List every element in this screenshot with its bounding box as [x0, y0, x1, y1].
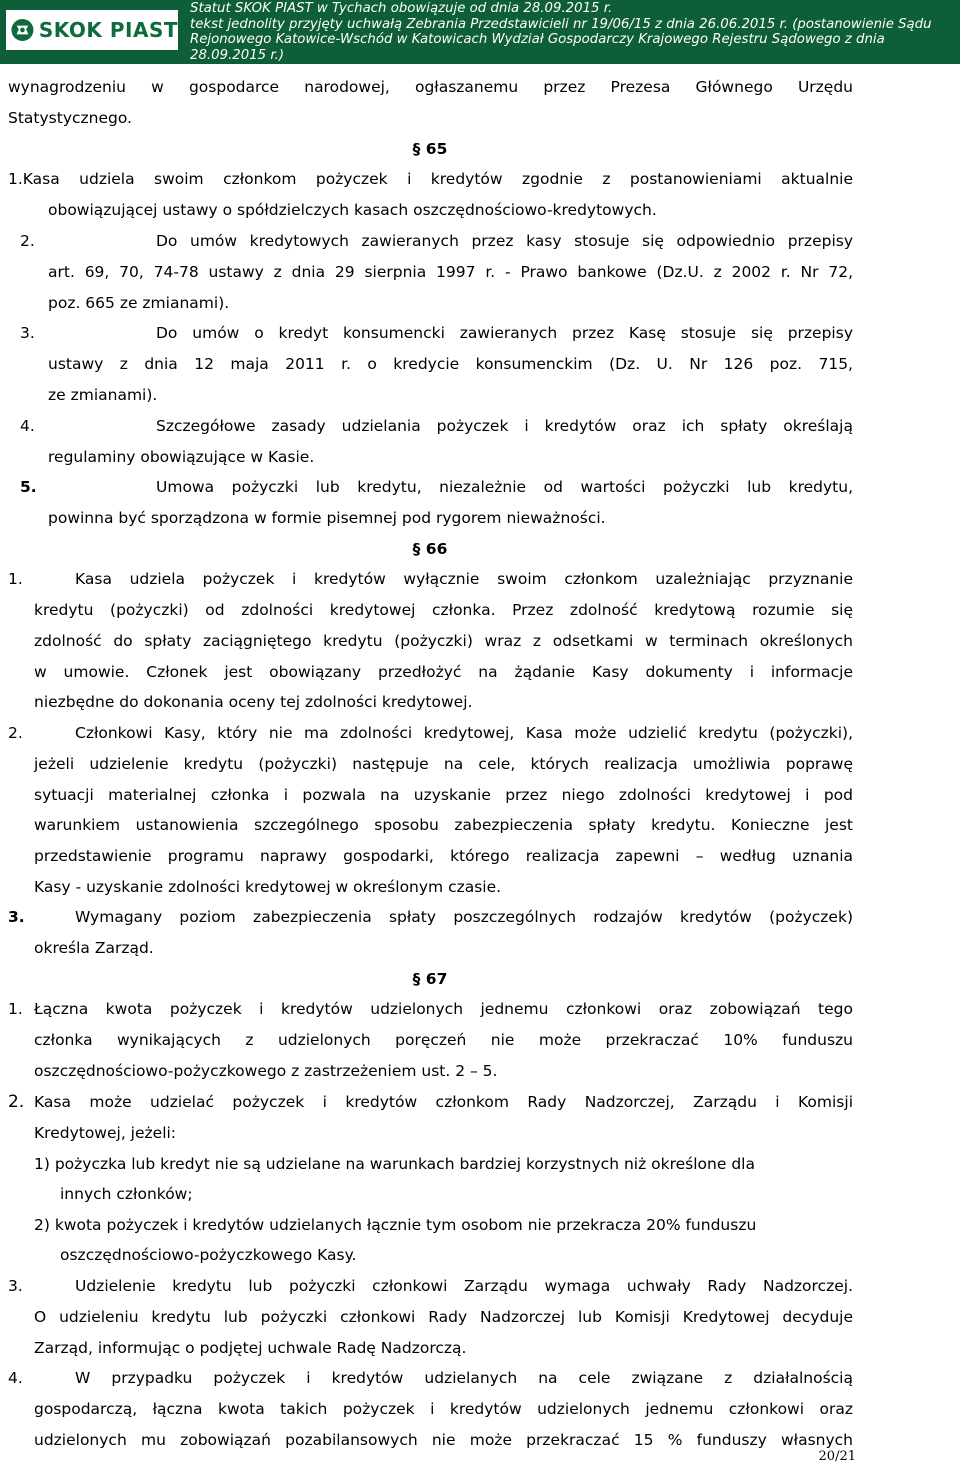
- header-line-4: 28.09.2015 r.): [190, 47, 285, 63]
- document-header: [0, 0, 960, 64]
- page-number: 20/21: [818, 1449, 856, 1464]
- text-line: O udzieleniu kredytu lub pożyczki członkowi Rady Nadzorczej lub Komisji Kredytowej decyduje: [34, 1308, 853, 1326]
- header-line-1: Statut SKOK PIAST w Tychach obowiązuje od dnia 28.09.2015 r.: [190, 1, 613, 16]
- item-number: 2.: [8, 724, 23, 742]
- text-line: Członkowi Kasy, który nie ma zdolności kredytowej, Kasa może udzielić kredytu (pożyczki),: [75, 724, 853, 742]
- piast-emblem-icon: [10, 13, 35, 47]
- text-line: Kredytowej, jeżeli:: [34, 1124, 177, 1142]
- text-line: powinna być sporządzona w formie pisemnej pod rygorem nieważności.: [48, 509, 606, 527]
- text-line: Szczegółowe zasady udzielania pożyczek i kredytów oraz ich spłaty określają: [156, 417, 853, 435]
- text-line: wynagrodzeniu w gospodarce narodowej, ogłaszanemu przez Prezesa Głównego Urzędu: [8, 78, 853, 96]
- text-line: 2) kwota pożyczek i kredytów udzielanych łącznie tym osobom nie przekracza 20% funduszu: [34, 1216, 757, 1234]
- item-number: 1.: [8, 570, 23, 588]
- item-number: 3.: [20, 324, 35, 342]
- item-number: 4.: [20, 417, 35, 435]
- text-line: Do umów kredytowych zawieranych przez kasy stosuje się odpowiednio przepisy: [156, 232, 853, 250]
- text-line: Udzielenie kredytu lub pożyczki członkowi Zarządu wymaga uchwały Rady Nadzorczej.: [75, 1277, 853, 1295]
- item-number: 3.: [8, 1277, 23, 1295]
- item-number: 4.: [8, 1369, 23, 1387]
- header-line-2: tekst jednolity przyjęty uchwałą Zebrania Przedstawicieli nr 19/06/15 z dnia 26.06.2015 r. (postanowienie Sądu: [190, 16, 932, 32]
- text-line: określa Zarząd.: [34, 939, 154, 957]
- item-number: 5.: [20, 478, 37, 496]
- text-line: Kasy - uzyskanie zdolności kredytowej w określonym czasie.: [34, 878, 502, 896]
- text-line: oszczędnościowo-pożyczkowego Kasy.: [60, 1246, 357, 1264]
- text-line: innych członków;: [60, 1185, 193, 1203]
- logo-text: SKOK PIAST: [38, 18, 178, 42]
- text-line: W przypadku pożyczek i kredytów udzielanych na cele związane z działalnością: [75, 1369, 853, 1387]
- text-line: 1.Kasa udziela swoim członkom pożyczek i kredytów zgodnie z postanowieniami aktualnie: [8, 170, 853, 188]
- text-line: kredytu (pożyczki) od zdolności kredytowej członka. Przez zdolność kredytową rozumie się: [34, 601, 853, 619]
- text-line: Łączna kwota pożyczek i kredytów udzielonych jednemu członkowi oraz zobowiązań tego: [34, 1000, 853, 1018]
- text-line: członka wynikających z udzielonych poręczeń nie może przekraczać 10% funduszu: [34, 1031, 853, 1049]
- text-line: warunkiem ustanowienia szczególnego sposobu zabezpieczenia spłaty kredytu. Konieczne jest: [34, 816, 853, 834]
- header-line-3: Rejonowego Katowice-Wschód w Katowicach Wydział Gospodarczy Krajowego Rejestru Sądowego z dnia: [190, 32, 885, 48]
- text-line: Do umów o kredyt konsumencki zawieranych przez Kasę stosuje się przepisy: [156, 324, 853, 342]
- section-heading: § 66: [412, 540, 448, 558]
- text-line: Statystycznego.: [8, 109, 132, 127]
- text-line: sytuacji materialnej członka i pozwala na uzyskanie przez niego zdolności kredytowej i pod: [34, 786, 853, 804]
- section-heading: § 67: [412, 970, 448, 988]
- header-caption: [190, 1, 958, 63]
- item-number: 3.: [8, 908, 25, 926]
- text-line: przedstawienie programu naprawy gospodarki, którego realizacja zapewni – według uznania: [34, 847, 853, 865]
- text-line: Wymagany poziom zabezpieczenia spłaty poszczególnych rodzajów kredytów (pożyczek): [75, 908, 853, 926]
- text-line: obowiązującej ustawy o spółdzielczych kasach oszczędnościowo-kredytowych.: [48, 201, 657, 219]
- text-line: gospodarczą, łączna kwota takich pożyczek i kredytów udzielonych jednemu członkowi oraz: [34, 1400, 853, 1418]
- text-line: Kasa może udzielać pożyczek i kredytów członkom Rady Nadzorczej, Zarządu i Komisji: [34, 1093, 853, 1111]
- item-number: 2.: [20, 232, 35, 250]
- text-line: niezbędne do dokonania oceny tej zdolności kredytowej.: [34, 693, 473, 711]
- text-line: 1) pożyczka lub kredyt nie są udzielane na warunkach bardziej korzystnych niż określone dla: [34, 1155, 755, 1173]
- text-line: regulaminy obowiązujące w Kasie.: [48, 448, 315, 466]
- text-line: art. 69, 70, 74-78 ustawy z dnia 29 sierpnia 1997 r. - Prawo bankowe (Dz.U. z 2002 r. Nr 72,: [48, 263, 853, 281]
- text-line: jeżeli udzielenie kredytu (pożyczki) następuje na cele, których realizacja umożliwia poprawę: [34, 755, 853, 773]
- text-line: poz. 665 ze zmianami).: [48, 294, 230, 312]
- skok-piast-logo: [6, 10, 178, 50]
- text-line: oszczędnościowo-pożyczkowego z zastrzeżeniem ust. 2 – 5.: [34, 1062, 498, 1080]
- text-line: w umowie. Członek jest obowiązany przedłożyć na żądanie Kasy dokumenty i informacje: [34, 663, 853, 681]
- text-line: Kasa udziela pożyczek i kredytów wyłącznie swoim członkom uzależniając przyznanie: [75, 570, 853, 588]
- text-line: zdolność do spłaty zaciągniętego kredytu (pożyczki) wraz z odsetkami w terminach określonych: [34, 632, 853, 650]
- text-line: ustawy z dnia 12 maja 2011 r. o kredycie konsumenckim (Dz. U. Nr 126 poz. 715,: [48, 355, 853, 373]
- text-line: ze zmianami).: [48, 386, 158, 404]
- text-line: Zarząd, informując o podjętej uchwale Radę Nadzorczą.: [34, 1339, 467, 1357]
- item-number: 1.: [8, 1000, 23, 1018]
- text-line: Umowa pożyczki lub kredytu, niezależnie od wartości pożyczki lub kredytu,: [156, 478, 853, 496]
- item-number: 2.: [8, 1092, 25, 1112]
- text-line: udzielonych mu zobowiązań pozabilansowych nie może przekraczać 15 % funduszy własnych: [34, 1431, 853, 1449]
- section-heading: § 65: [412, 140, 448, 158]
